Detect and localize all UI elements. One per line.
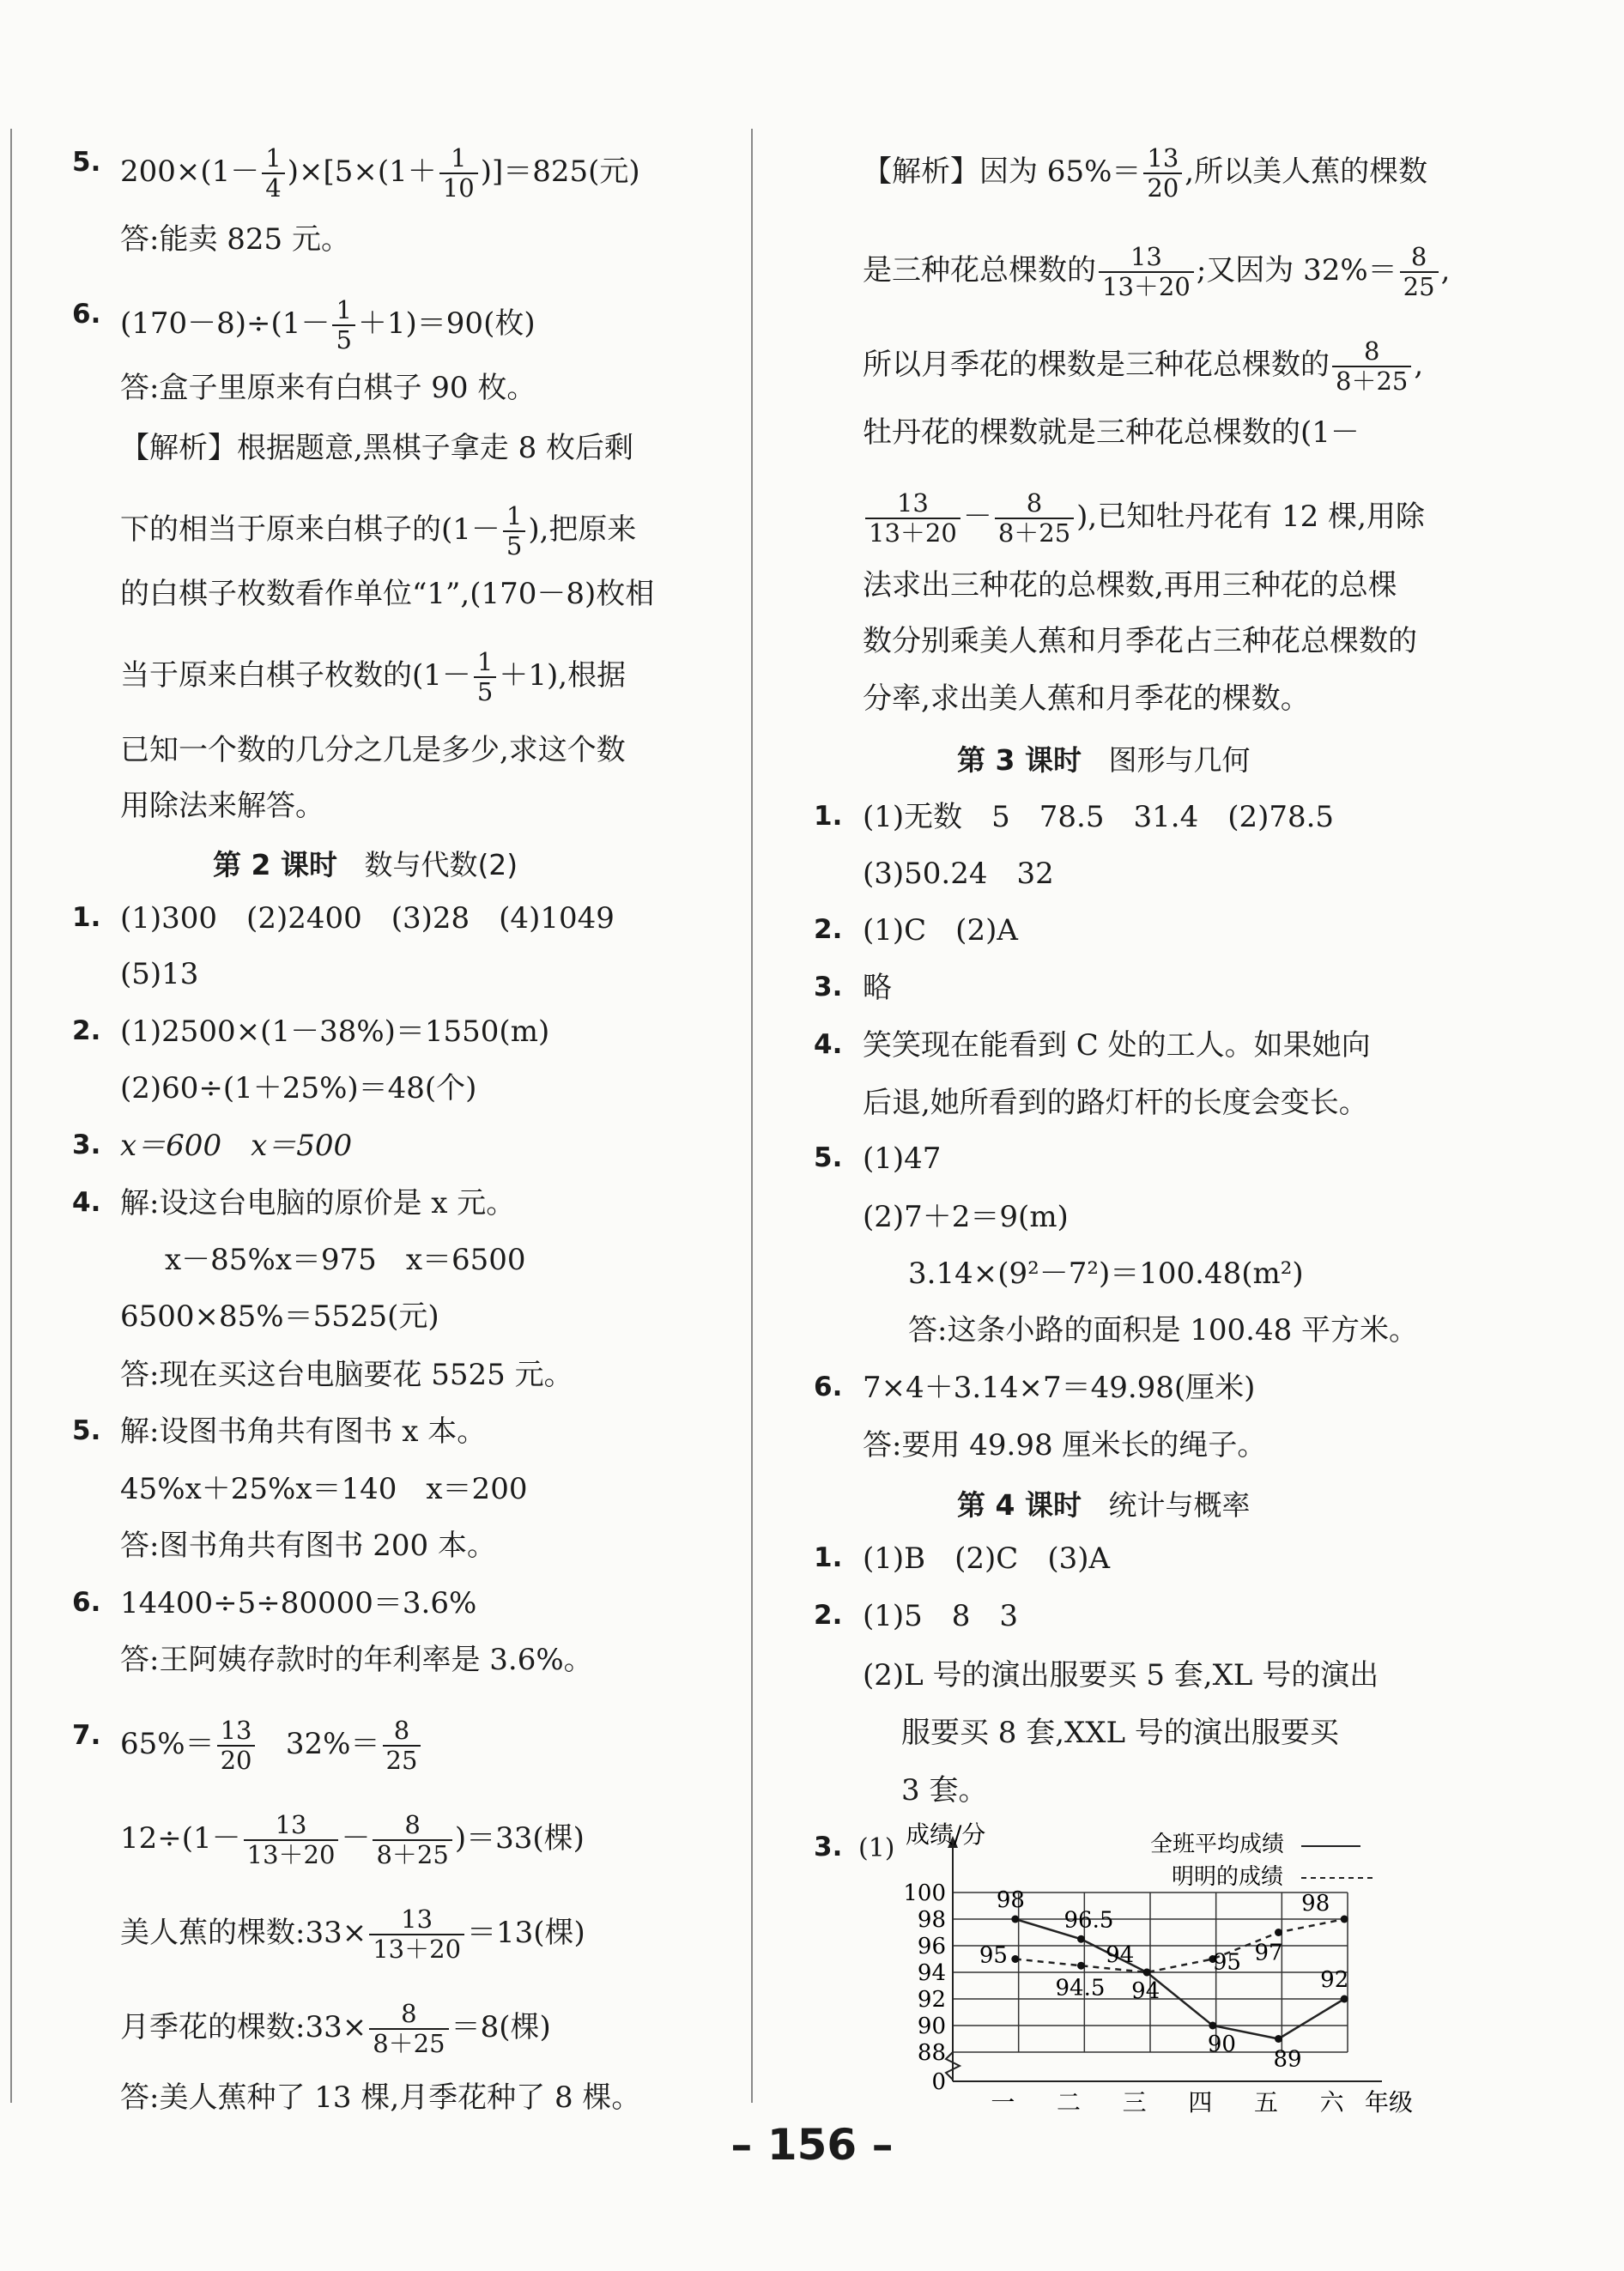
question-number: 3. bbox=[72, 1129, 101, 1160]
s3q5-line: 答:这条小路的面积是 100.48 平方米。 bbox=[908, 1313, 1419, 1347]
analysis-line: 【解析】因为 65%＝ $\frac{13}{20}$ ,所以美人蕉的棵数 bbox=[863, 143, 1428, 203]
data-point bbox=[1011, 1955, 1019, 1963]
q5-answer: 答:能卖 825 元。 bbox=[120, 222, 350, 257]
s2q4-line: x－85%x＝975 x＝6500 bbox=[165, 1243, 526, 1277]
data-label: 95 bbox=[979, 1942, 1008, 1969]
question-number: 6. bbox=[814, 1372, 843, 1402]
analysis-line: 法求出三种花的总棵数,再用三种花的总棵 bbox=[863, 568, 1397, 603]
question-number: 5. bbox=[72, 1415, 101, 1446]
s4q2-line: 3 套。 bbox=[901, 1773, 988, 1808]
s2q2-line: (2)60÷(1＋25%)＝48(个) bbox=[120, 1071, 477, 1105]
q6-analysis-line: 的白棋子枚数看作单位“1”,(170－8)枚相 bbox=[120, 577, 655, 611]
q6-analysis-line: 用除法来解答。 bbox=[120, 789, 324, 823]
data-label: 98 bbox=[996, 1887, 1025, 1913]
question-number: 1. bbox=[814, 1542, 843, 1573]
data-label: 95 bbox=[1212, 1949, 1241, 1976]
s2q3-line: x＝600 x＝500 bbox=[120, 1129, 353, 1163]
data-label: 92 bbox=[1320, 1967, 1349, 1993]
section-heading-3: 第 3 课时 图形与几何 bbox=[957, 743, 1251, 777]
x-tick-label: 六 bbox=[1319, 2088, 1344, 2117]
s3q6-line: 7×4＋3.14×7＝49.98(厘米) bbox=[863, 1371, 1256, 1405]
data-point bbox=[1143, 1969, 1151, 1977]
s2q4-line: 6500×85%＝5525(元) bbox=[120, 1299, 439, 1334]
s2q5-line: 答:图书角共有图书 200 本。 bbox=[120, 1529, 496, 1563]
s4q2-line: 服要买 8 套,XXL 号的演出服要买 bbox=[901, 1716, 1339, 1750]
s2q7-line: 答:美人蕉种了 13 棵,月季花种了 8 棵。 bbox=[120, 2080, 641, 2115]
q6-analysis-line: 已知一个数的几分之几是多少,求这个数 bbox=[120, 733, 626, 767]
s4q2-line: (2)L 号的演出服要买 5 套,XL 号的演出 bbox=[863, 1658, 1379, 1693]
question-number: 1. bbox=[814, 801, 843, 832]
data-point bbox=[1341, 1995, 1348, 2003]
s3q5-line: (2)7＋2＝9(m) bbox=[863, 1200, 1069, 1234]
s3q6-line: 答:要用 49.98 厘米长的绳子。 bbox=[863, 1428, 1267, 1463]
q6-analysis-line: 【解析】根据题意,黑棋子拿走 8 枚后剩 bbox=[120, 431, 634, 465]
s2q7-line: 美人蕉的棵数:33× $\frac{13}{13+20}$ ＝13(棵) bbox=[120, 1905, 585, 1964]
s3q2-line: (1)C (2)A bbox=[863, 913, 1018, 948]
s3q5-line: 3.14×(9²－7²)＝100.48(m²) bbox=[908, 1257, 1304, 1291]
question-number: 6. bbox=[72, 299, 101, 330]
s3q1-line: (1)无数 5 78.5 31.4 (2)78.5 bbox=[863, 800, 1335, 834]
q6-answer: 答:盒子里原来有白棋子 90 枚。 bbox=[120, 371, 536, 405]
analysis-line: 牡丹花的棵数就是三种花总棵数的(1－ bbox=[863, 415, 1360, 450]
q6-equation: (170－8)÷(1－ $\frac{1}{5}$ ＋1)＝90(枚) bbox=[120, 295, 536, 354]
question-number: 2. bbox=[814, 1600, 843, 1631]
left-margin-rule bbox=[10, 129, 12, 2103]
y-tick-label: 0 bbox=[931, 2069, 946, 2095]
question-number: 6. bbox=[72, 1587, 101, 1618]
s2q5-line: 解:设图书角共有图书 x 本。 bbox=[120, 1414, 487, 1449]
data-label: 98 bbox=[1301, 1891, 1330, 1917]
y-tick-label: 94 bbox=[917, 1960, 946, 1986]
s2q1-line: (5)13 bbox=[120, 957, 199, 991]
page-number: – 156 – bbox=[730, 2120, 894, 2170]
data-label: 96.5 bbox=[1063, 1907, 1114, 1934]
s2q4-line: 解:设这台电脑的原价是 x 元。 bbox=[120, 1186, 516, 1220]
data-label: 94 bbox=[1131, 1978, 1160, 2004]
question-number: 5. bbox=[72, 147, 101, 178]
legend-label: 明明的成绩 bbox=[1172, 1864, 1284, 1890]
x-tick-label: 三 bbox=[1122, 2088, 1147, 2117]
q6-analysis-line: 当于原来白棋子枚数的(1－ $\frac{1}{5}$ ＋1),根据 bbox=[120, 647, 627, 706]
column-divider bbox=[751, 129, 753, 2103]
y-tick-label: 90 bbox=[917, 2014, 946, 2039]
analysis-line: 数分别乘美人蕉和月季花占三种花总棵数的 bbox=[863, 624, 1417, 658]
s3q4-line: 后退,她所看到的路灯杆的长度会变长。 bbox=[863, 1086, 1368, 1120]
analysis-line: 所以月季花的棵数是三种花总棵数的 $\frac{8}{8+25}$ , bbox=[863, 336, 1424, 396]
y-tick-label: 96 bbox=[917, 1934, 946, 1959]
data-point bbox=[1011, 1916, 1019, 1923]
data-point bbox=[1077, 1962, 1085, 1970]
s3q5-line: (1)47 bbox=[863, 1142, 942, 1176]
section-heading-2: 第 2 课时 数与代数(2) bbox=[213, 848, 518, 881]
y-tick-label: 92 bbox=[917, 1987, 946, 2013]
question-number: 1. bbox=[72, 902, 101, 933]
s2q4-line: 答:现在买这台电脑要花 5525 元。 bbox=[120, 1358, 573, 1392]
x-tick-label: 一 bbox=[991, 2088, 1015, 2117]
data-label: 89 bbox=[1273, 2046, 1302, 2073]
s3q4-line: 笑笑现在能看到 C 处的工人。如果她向 bbox=[863, 1028, 1371, 1063]
y-tick-label: 98 bbox=[917, 1907, 946, 1933]
s2q7-line: 65%＝ $\frac{13}{20}$ 32%＝ $\frac{8}{25}$ bbox=[120, 1717, 423, 1775]
legend-label: 全班平均成绩 bbox=[1150, 1832, 1285, 1857]
q5-equation: 200×(1－ $\frac{1}{4}$ )×[5×(1＋ $\frac{1}{10}$ )]＝825(元) bbox=[120, 143, 640, 203]
q6-analysis-line: 下的相当于原来白棋子的(1－ $\frac{1}{5}$ ),把原来 bbox=[120, 501, 637, 560]
line-chart bbox=[893, 1820, 1459, 2117]
x-tick-label: 二 bbox=[1056, 2088, 1082, 2117]
section-heading-4: 第 4 课时 统计与概率 bbox=[957, 1488, 1251, 1522]
s3q1-line: (3)50.24 32 bbox=[863, 857, 1054, 891]
data-point bbox=[1341, 1916, 1348, 1923]
s3q3-line: 略 bbox=[863, 971, 892, 1005]
question-number: 7. bbox=[72, 1720, 101, 1751]
question-number: 2. bbox=[72, 1015, 101, 1046]
data-point bbox=[1077, 1935, 1085, 1943]
question-number: 4. bbox=[814, 1029, 843, 1060]
data-label: 97 bbox=[1254, 1940, 1283, 1966]
s2q2-line: (1)2500×(1－38%)＝1550(m) bbox=[120, 1014, 550, 1049]
analysis-line: $\frac{13}{13+20}$ － $\frac{8}{8+25}$ ),已知牡丹花有 12 棵,用除 bbox=[863, 489, 1425, 548]
data-label: 94.5 bbox=[1055, 1975, 1106, 2002]
data-point bbox=[1275, 2035, 1282, 2043]
s4q1-line: (1)B (2)C (3)A bbox=[863, 1541, 1111, 1576]
data-label: 94 bbox=[1106, 1942, 1135, 1968]
question-number: 2. bbox=[814, 914, 843, 945]
s2q1-line: (1)300 (2)2400 (3)28 (4)1049 bbox=[120, 901, 615, 936]
s2q7-line: 月季花的棵数:33× $\frac{8}{8+25}$ ＝8(棵) bbox=[120, 1999, 551, 2058]
s2q7-line: 12÷(1－ $\frac{13}{13+20}$ － $\frac{8}{8+25}$ )＝33(棵) bbox=[120, 1810, 585, 1869]
question-number: 3. bbox=[814, 972, 843, 1002]
question-number: 4. bbox=[72, 1187, 101, 1218]
y-axis-label: 成绩/分 bbox=[906, 1820, 986, 1849]
question-number: 5. bbox=[814, 1142, 843, 1173]
analysis-line: 是三种花总棵数的 $\frac{13}{13+20}$ ;又因为 32%＝ $\frac{8}{25}$ , bbox=[863, 242, 1451, 301]
data-point bbox=[1209, 2022, 1216, 2030]
question-number: 3. bbox=[814, 1832, 843, 1862]
analysis-line: 分率,求出美人蕉和月季花的棵数。 bbox=[863, 681, 1310, 716]
s2q6-line: 答:王阿姨存款时的年利率是 3.6%。 bbox=[120, 1643, 593, 1677]
y-tick-label: 88 bbox=[917, 2040, 946, 2066]
x-tick-label: 五 bbox=[1253, 2088, 1279, 2117]
s2q6-line: 14400÷5÷80000＝3.6% bbox=[120, 1586, 477, 1620]
x-tick-label: 四 bbox=[1188, 2088, 1213, 2117]
data-label: 90 bbox=[1207, 2032, 1236, 2057]
s2q5-line: 45%x＋25%x＝140 x＝200 bbox=[120, 1472, 528, 1506]
y-tick-label: 100 bbox=[903, 1880, 946, 1906]
s4q3-line: (1) bbox=[858, 1833, 895, 1863]
x-axis-label: 年级 bbox=[1365, 2088, 1414, 2117]
s4q2-line: (1)5 8 3 bbox=[863, 1599, 1019, 1633]
data-point bbox=[1275, 1929, 1282, 1936]
